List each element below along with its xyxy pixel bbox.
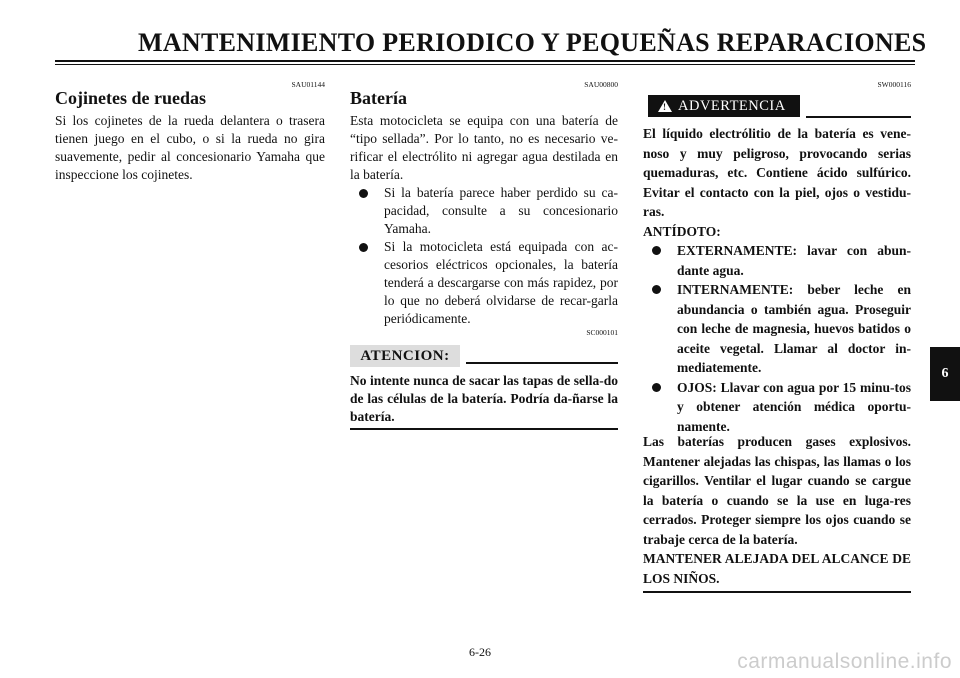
page-number: 6-26 <box>469 645 491 659</box>
section-body: Esta motocicleta se equipa con una batería de “tipo sellada”. Por lo tanto, no es necesario ve-rificar el electrólito ni agregar agua destilada en la batería. <box>350 113 618 182</box>
section-heading: Cojinetes de ruedas <box>55 88 206 108</box>
list-item: OJOS: Llavar con agua por 15 minu-tos y obtener atención médica oportu-namente. <box>643 378 911 437</box>
section-code: SAU01144 <box>291 80 325 89</box>
gas-warning-text: Las baterías producen gases explosivos. Mantener alejadas las chispas, las llamas o los cigarillos. Ventilar el lugar cuando se cargue la batería o cuando se la use en luga-res cerrados. Proteger siempre los ojos cuando se trabaje cerca de la batería. <box>643 434 911 547</box>
bullet-list <box>350 184 618 328</box>
section-heading: Batería <box>350 88 407 108</box>
warning-rule <box>806 116 911 118</box>
warning-label: ! ADVERTENCIA <box>648 95 800 117</box>
header-rule-thin <box>55 64 915 65</box>
chapter-tab: 6 <box>930 347 960 401</box>
bullet-icon <box>652 246 661 255</box>
page-title: MANTENIMIENTO PERIODICO Y PEQUEÑAS REPARACIONES <box>138 28 927 57</box>
section-body: Si los cojinetes de la rueda delantera o trasera tienen juego en el cubo, o si la rueda no gira suavemente, pedir al concesionario Yamaha que inspeccione los cojinetes. <box>55 113 325 182</box>
caution-code: SC000101 <box>586 328 618 337</box>
caution-rule <box>466 362 618 364</box>
bullet-icon <box>359 189 368 198</box>
warning-end-rule <box>643 591 911 593</box>
antidote-heading: ANTÍDOTO: <box>643 224 721 239</box>
caution-end-rule <box>350 428 618 430</box>
list-item: Si la batería parece haber perdido su ca-pacidad, consulte a su concesionario Yamaha. <box>350 184 618 238</box>
list-item: EXTERNAMENTE: lavar con abun-dante agua. <box>643 241 911 280</box>
bullet-icon <box>652 285 661 294</box>
watermark: carmanualsonline.info <box>737 650 952 673</box>
header-rule <box>55 60 915 62</box>
bullet-icon <box>652 383 661 392</box>
caution-label: ATENCION: <box>350 345 460 367</box>
antidote-list <box>643 241 911 436</box>
warning-code: SW000116 <box>877 80 911 89</box>
list-item: Si la motocicleta está equipada con ac-cesorios eléctricos opcionales, la batería tenderá a descargarse con más rapidez, por lo que no deberá olvidarse de recar-garla periódicamente. <box>350 238 618 328</box>
list-item: INTERNAMENTE: beber leche en abundancia o también agua. Proseguir con leche de magnesia, huevos batidos o aceite vegetal. Llamar al doctor in-mediatemente. <box>643 280 911 378</box>
warning-triangle-icon: ! <box>658 100 672 112</box>
caution-text: No intente nunca de sacar las tapas de sella-do de las células de la batería. Podría da-ñarse la batería. <box>350 373 618 424</box>
warning-text: El líquido electrólitio de la batería es vene-noso y muy peligroso, provocando serias quemaduras, etc. Contiene ácido sulfúrico. Evitar el contacto con la piel, ojos o vestidu-ras. <box>643 126 911 219</box>
section-code: SAU00800 <box>584 80 618 89</box>
bullet-icon <box>359 243 368 252</box>
children-warning-text: MANTENER ALEJADA DEL ALCANCE DE LOS NIÑOS. <box>643 551 911 586</box>
